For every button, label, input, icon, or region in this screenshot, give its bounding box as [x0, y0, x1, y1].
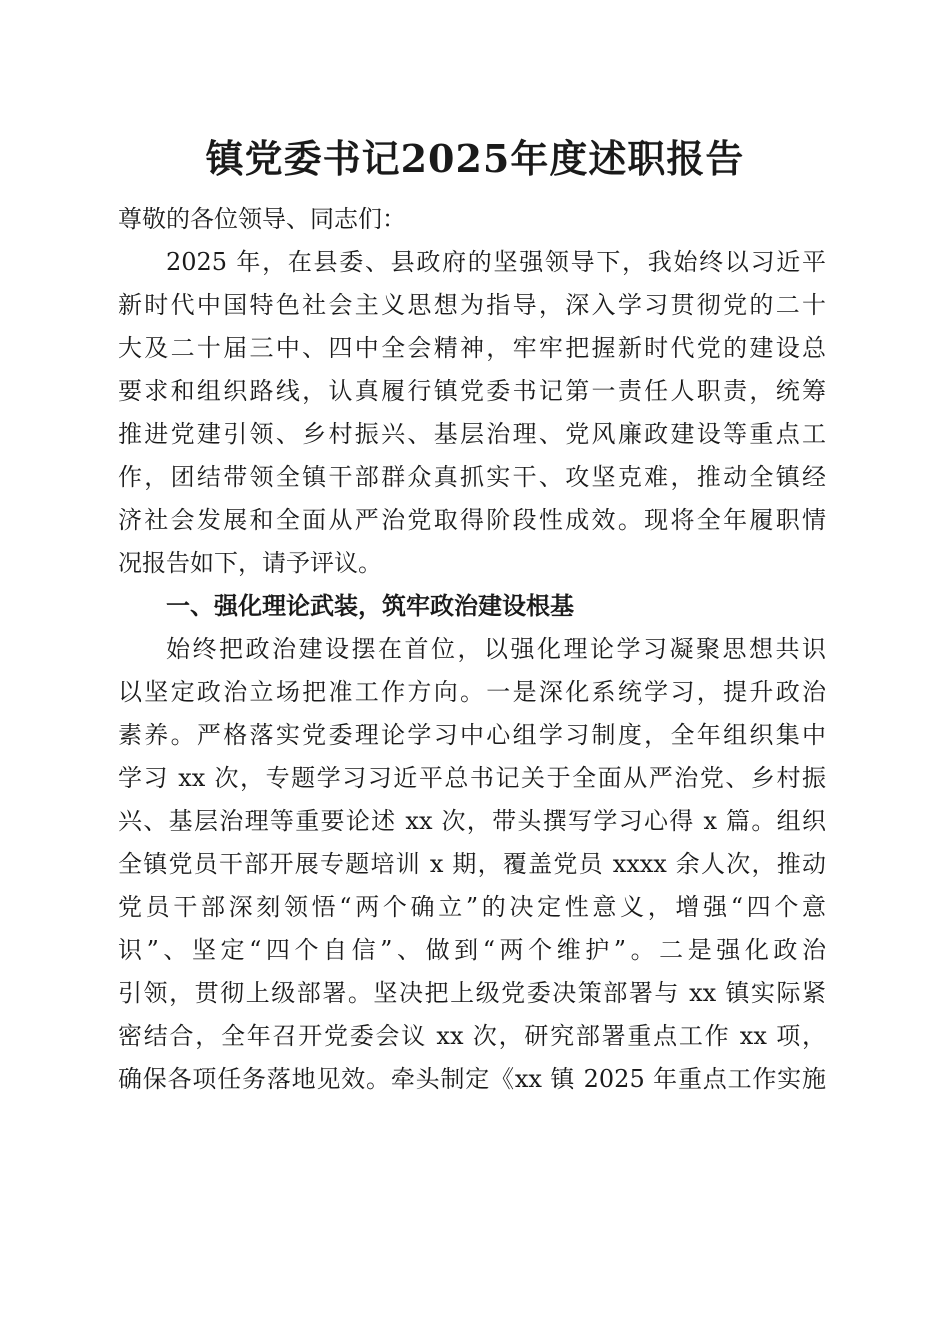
paragraph-line: 要求和组织路线，认真履行镇党委书记第一责任人职责，统筹 [118, 377, 826, 405]
paragraph-line: 大及二十届三中、四中全会精神，牢牢把握新时代党的建设总 [118, 334, 826, 362]
salutation: 尊敬的各位领导、同志们： [118, 205, 406, 233]
paragraph-line: 推进党建引领、乡村振兴、基层治理、党风廉政建设等重点工 [118, 420, 826, 448]
paragraph-line: 学习 xx 次，专题学习习近平总书记关于全面从严治党、乡村振 [118, 764, 826, 792]
paragraph-line: 况报告如下，请予评议。 [118, 549, 382, 577]
paragraph-line: 素养。严格落实党委理论学习中心组学习制度，全年组织集中 [118, 721, 826, 749]
paragraph-line: 2025 年，在县委、县政府的坚强领导下，我始终以习近平 [166, 248, 826, 276]
paragraph-line: 确保各项任务落地见效。牵头制定《xx 镇 2025 年重点工作实施 [118, 1065, 826, 1093]
paragraph-line: 全镇党员干部开展专题培训 x 期，覆盖党员 xxxx 余人次，推动 [118, 850, 826, 878]
paragraph-line: 兴、基层治理等重要论述 xx 次，带头撰写学习心得 x 篇。组织 [118, 807, 826, 835]
paragraph-line: 作，团结带领全镇干部群众真抓实干、攻坚克难，推动全镇经 [118, 463, 826, 491]
paragraph-line: 济社会发展和全面从严治党取得阶段性成效。现将全年履职情 [118, 506, 826, 534]
document-title: 镇党委书记2025年度述职报告 [205, 136, 745, 181]
paragraph-line: 始终把政治建设摆在首位，以强化理论学习凝聚思想共识 [166, 635, 826, 663]
paragraph-line: 引领，贯彻上级部署。坚决把上级党委决策部署与 xx 镇实际紧 [118, 979, 826, 1007]
paragraph-line: 识”、坚定“四个自信”、做到“两个维护”。二是强化政治 [118, 936, 826, 964]
paragraph-line: 以坚定政治立场把准工作方向。一是深化系统学习，提升政治 [118, 678, 826, 706]
section-heading: 一、强化理论武装，筑牢政治建设根基 [166, 592, 574, 620]
document-body [118, 198, 826, 1101]
paragraph-line: 党员干部深刻领悟“两个确立”的决定性意义，增强“四个意 [118, 893, 826, 921]
paragraph-line: 密结合，全年召开党委会议 xx 次，研究部署重点工作 xx 项， [118, 1022, 826, 1050]
paragraph-line: 新时代中国特色社会主义思想为指导，深入学习贯彻党的二十 [118, 291, 826, 319]
